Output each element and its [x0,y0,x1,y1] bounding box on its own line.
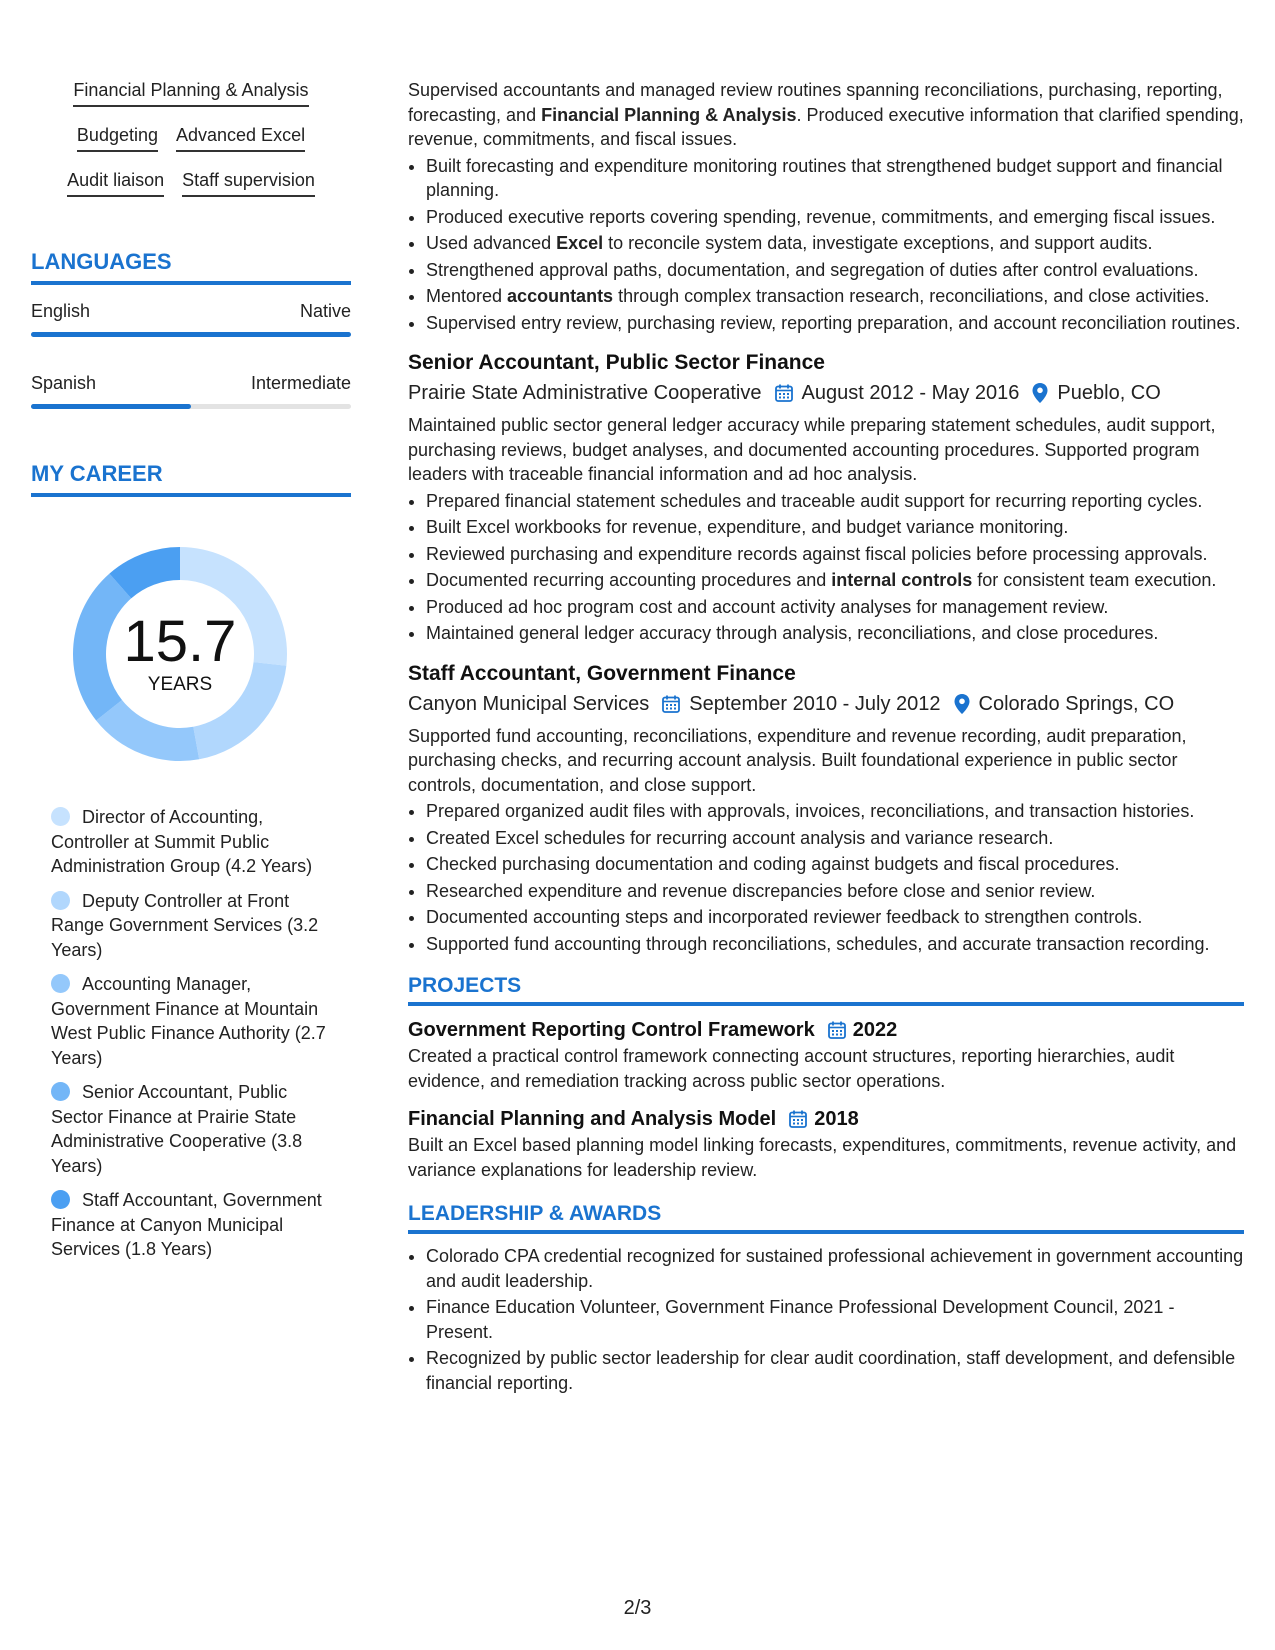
legend-label: Senior Accountant, Public Sector Finance at Prairie State Administrative Cooperative (3.8 Years) [51,1082,303,1176]
job-location: Pueblo, CO [1057,382,1161,404]
languages-heading: LANGUAGES [31,249,351,285]
page-number: 2/3 [623,1597,652,1619]
job-company: Canyon Municipal Services [408,692,650,715]
job-bullets [408,489,1244,646]
award-item: • Recognized by public sector leadership for clear audit coordination, staff development, and defensible financial reporting. [426,1346,1244,1395]
calendar-icon [774,383,794,403]
legend-dot [51,891,70,910]
career-total-years: 15.7 [123,609,237,674]
bullet-item: • Documented accounting steps and incorporated reviewer feedback to strengthen controls. [426,905,1244,930]
skills-list [31,78,351,197]
bullet-item: • Built forecasting and expenditure monitoring routines that strengthened budget support and financial planning. [426,154,1244,203]
legend-dot [51,1190,70,1209]
bullet-item: • Produced executive reports covering spending, revenue, commitments, and emerging fiscal issues. [426,205,1244,230]
award-item: • Colorado CPA credential recognized for sustained professional achievement in government accounting and audit leadership. [426,1244,1244,1293]
bullet-item: • Maintained general ledger accuracy through analysis, reconciliations, and close procedures. [426,621,1244,646]
bullet-item: • Supported fund accounting through reconciliations, schedules, and accurate transaction recording. [426,932,1244,957]
job-summary: Supported fund accounting, reconciliations, expenditure and revenue recording, audit preparation, purchasing checks, and recurring account analysis. Built foundational experience in public sector controls, documentation, and close support. [408,725,1187,795]
language-item [31,299,351,337]
legend-dot [51,807,70,826]
project-entry [408,1016,1244,1093]
job-title: Senior Accountant, Public Sector Finance [408,351,825,374]
skill-row [67,168,315,197]
job-summary: Maintained public sector general ledger accuracy while preparing statement schedules, audit support, purchasing reviews, budget analyses, and documented accounting procedures. Supported program leaders with traceable financial information and ad hoc analysis. [408,415,1216,484]
language-proficiency-bar [31,404,351,409]
bullet-item: • Produced ad hoc program cost and account activity analyses for management review. [426,595,1244,620]
bullet-item: • Created Excel schedules for recurring account analysis and variance research. [426,826,1244,851]
job-meta [408,689,1244,719]
job-bullets [408,799,1244,956]
career-total-unit: YEARS [147,674,213,695]
legend-item [51,1080,331,1178]
location-pin-icon [953,693,971,715]
career-donut-chart [65,539,295,769]
bullet-item: • Used advanced Excel to reconcile system data, investigate exceptions, and support audits. [426,231,1244,256]
project-header [408,1105,1244,1133]
location-pin-icon [1031,382,1049,404]
job-dates: September 2010 - July 2012 [689,692,941,715]
skill-tag: Staff supervision [182,168,315,197]
skill-tag: Budgeting [77,123,158,152]
project-title: Financial Planning and Analysis Model [408,1108,777,1130]
skill-row [77,123,305,152]
job-entry [408,349,1244,646]
bullet-item: • Reviewed purchasing and expenditure records against fiscal policies before processing approvals. [426,542,1244,567]
legend-label: Staff Accountant, Government Finance at Canyon Municipal Services (1.8 Years) [51,1190,322,1259]
legend-item [51,972,331,1070]
bullet-item: • Supervised entry review, purchasing review, reporting preparation, and account reconciliation routines. [426,311,1244,336]
jobs-list [408,349,1244,956]
career-legend [51,805,331,1262]
legend-dot [51,974,70,993]
language-level: Intermediate [250,373,351,393]
language-item [31,371,351,409]
sidebar [31,78,351,1272]
calendar-icon [827,1020,847,1040]
project-year: 2018 [814,1108,859,1130]
job-location: Colorado Springs, CO [978,692,1175,715]
language-proficiency-fill [31,332,351,337]
legend-label: Deputy Controller at Front Range Government Services (3.2 Years) [51,890,319,960]
job-bullets [408,154,1244,336]
job-summary: Supervised accountants and managed review routines spanning reconciliations, purchasing, reporting, forecasting, and Financial Planning & Analysis. Produced executive information that clarified spending, revenue, commitments, and fiscal issues. [408,80,1244,149]
legend-label: Director of Accounting, Controller at Summit Public Administration Group (4.2 Years) [51,807,313,876]
calendar-icon [661,694,681,714]
projects-list [408,1016,1244,1182]
awards-list [408,1244,1244,1395]
career-heading: MY CAREER [31,461,351,497]
bullet-item: • Built Excel workbooks for revenue, expenditure, and budget variance monitoring. [426,515,1244,540]
award-item: • Finance Education Volunteer, Government Finance Professional Development Council, 2021 - Present. [426,1295,1244,1344]
legend-item [51,805,331,879]
skill-tag: Financial Planning & Analysis [73,78,308,107]
skill-tag: Advanced Excel [176,123,305,152]
project-description: Created a practical control framework connecting account structures, reporting hierarchies, audit evidence, and remediation tracking across public sector operations. [408,1046,1175,1091]
awards-heading: LEADERSHIP & AWARDS [408,1202,1244,1234]
job-entry [408,660,1244,957]
language-name: English [31,301,91,321]
job-entry [408,78,1244,335]
legend-dot [51,1082,70,1101]
project-header [408,1016,1244,1044]
language-proficiency-bar [31,332,351,337]
project-entry [408,1105,1244,1182]
job-meta [408,378,1244,408]
main-content [408,78,1244,1397]
project-year: 2022 [852,1019,898,1041]
bullet-item: • Checked purchasing documentation and coding against budgets and fiscal procedures. [426,852,1244,877]
bullet-item: • Documented recurring accounting procedures and internal controls for consistent team execution. [426,568,1244,593]
skill-row [73,78,308,107]
skill-tag: Audit liaison [67,168,164,197]
job-company: Prairie State Administrative Cooperative [408,382,762,404]
bullet-item: • Prepared financial statement schedules and traceable audit support for recurring reporting cycles. [426,489,1244,514]
bullet-item: • Researched expenditure and revenue discrepancies before close and senior review. [426,879,1244,904]
project-description: Built an Excel based planning model linking forecasts, expenditures, commitments, revenue activity, and variance explanations for leadership review. [408,1135,1237,1180]
donut-center [65,539,295,769]
job-title: Staff Accountant, Government Finance [408,661,796,685]
job-dates: August 2012 - May 2016 [801,382,1020,404]
project-title: Government Reporting Control Framework [408,1019,815,1041]
legend-item [51,889,331,963]
bullet-item: • Prepared organized audit files with approvals, invoices, reconciliations, and transaction histories. [426,799,1244,824]
language-name: Spanish [31,373,97,393]
bullet-item: • Strengthened approval paths, documentation, and segregation of duties after control evaluations. [426,258,1244,283]
projects-heading: PROJECTS [408,974,1244,1006]
career-section [31,461,351,1262]
language-proficiency-fill [31,404,191,409]
legend-item [51,1188,331,1262]
language-level: Native [299,301,351,321]
legend-label: Accounting Manager, Government Finance at Mountain West Public Finance Authority (2.7 Years) [51,974,326,1068]
bullet-item: • Mentored accountants through complex transaction research, reconciliations, and close activities. [426,284,1244,309]
calendar-icon [788,1109,808,1129]
